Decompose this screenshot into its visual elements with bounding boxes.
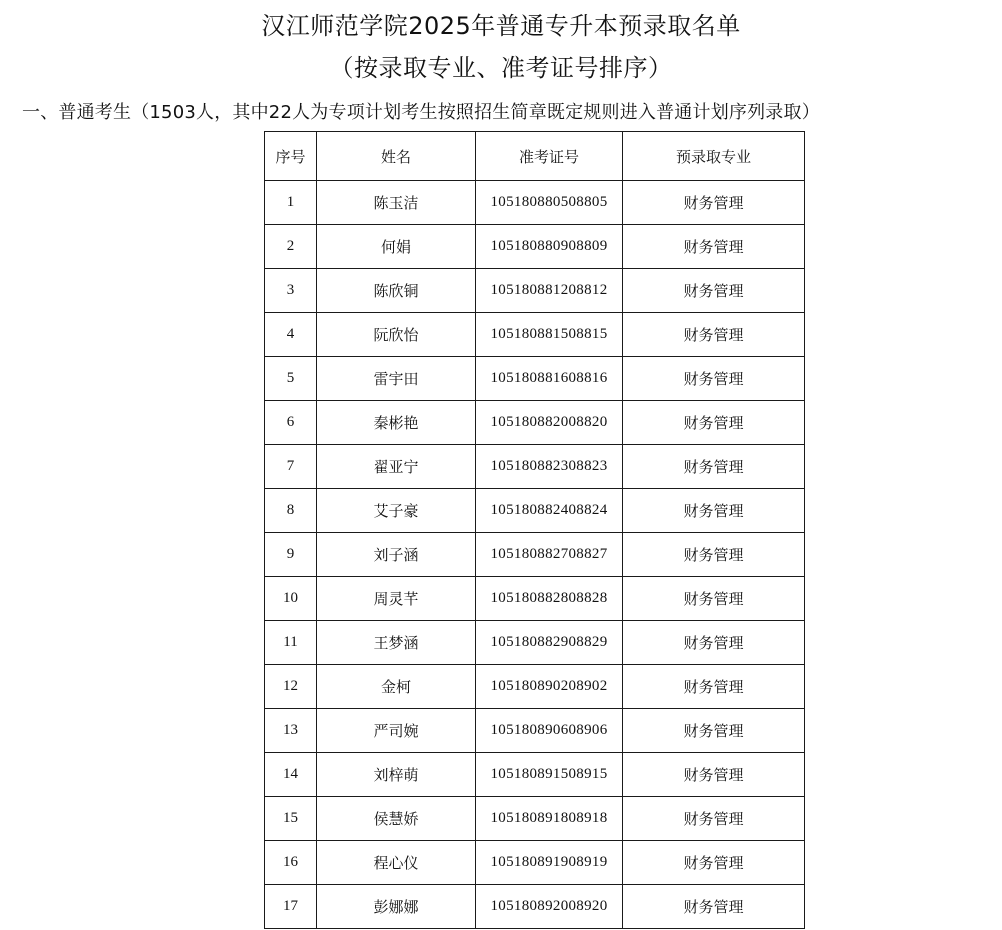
table-row [265,841,805,885]
cell-name: 刘梓萌 [317,753,476,797]
page-title: 汉江师范学院2025年普通专升本预录取名单 [261,12,741,40]
cell-name: 金柯 [317,665,476,709]
cell-name: 陈玉洁 [317,181,476,225]
cell-serial: 16 [265,841,317,885]
cell-serial: 9 [265,533,317,577]
cell-exam-id: 105180880508805 [476,181,623,225]
cell-serial: 3 [265,269,317,313]
cell-serial: 10 [265,577,317,621]
admission-table [264,131,805,929]
cell-major: 财务管理 [623,665,805,709]
cell-name: 何娟 [317,225,476,269]
cell-major: 财务管理 [623,753,805,797]
cell-major: 财务管理 [623,181,805,225]
cell-major: 财务管理 [623,797,805,841]
cell-exam-id: 105180881608816 [476,357,623,401]
cell-name: 雷宇田 [317,357,476,401]
table-row [265,709,805,753]
table-row [265,181,805,225]
cell-exam-id: 105180881208812 [476,269,623,313]
cell-exam-id: 105180882708827 [476,533,623,577]
table-row [265,797,805,841]
cell-major: 财务管理 [623,885,805,929]
cell-major: 财务管理 [623,313,805,357]
section-heading: 一、普通考生（1503人，其中22人为专项计划考生按照招生简章既定规则进入普通计划序列录取） [22,102,820,123]
table-row [265,225,805,269]
cell-name: 侯慧娇 [317,797,476,841]
cell-exam-id: 105180882808828 [476,577,623,621]
table-row [265,401,805,445]
cell-serial: 17 [265,885,317,929]
cell-major: 财务管理 [623,577,805,621]
cell-serial: 11 [265,621,317,665]
cell-exam-id: 105180882308823 [476,445,623,489]
cell-name: 翟亚宁 [317,445,476,489]
cell-exam-id: 105180882408824 [476,489,623,533]
cell-exam-id: 105180890208902 [476,665,623,709]
table-row [265,445,805,489]
cell-serial: 12 [265,665,317,709]
cell-major: 财务管理 [623,269,805,313]
cell-name: 陈欣铜 [317,269,476,313]
cell-exam-id: 105180882908829 [476,621,623,665]
cell-name: 彭娜娜 [317,885,476,929]
cell-major: 财务管理 [623,489,805,533]
cell-serial: 5 [265,357,317,401]
cell-exam-id: 105180880908809 [476,225,623,269]
header-serial: 序号 [265,132,317,181]
cell-major: 财务管理 [623,533,805,577]
cell-major: 财务管理 [623,841,805,885]
cell-serial: 14 [265,753,317,797]
cell-exam-id: 105180891908919 [476,841,623,885]
cell-serial: 1 [265,181,317,225]
cell-major: 财务管理 [623,357,805,401]
cell-serial: 15 [265,797,317,841]
cell-name: 艾子豪 [317,489,476,533]
table-header-row [265,132,805,181]
cell-serial: 4 [265,313,317,357]
cell-exam-id: 105180891808918 [476,797,623,841]
table-row [265,313,805,357]
cell-serial: 7 [265,445,317,489]
cell-major: 财务管理 [623,709,805,753]
table-row [265,577,805,621]
cell-major: 财务管理 [623,445,805,489]
table-body [265,181,805,929]
cell-exam-id: 105180892008920 [476,885,623,929]
cell-serial: 2 [265,225,317,269]
cell-major: 财务管理 [623,401,805,445]
cell-serial: 13 [265,709,317,753]
cell-name: 王梦涵 [317,621,476,665]
table-row [265,885,805,929]
cell-serial: 8 [265,489,317,533]
table-row [265,489,805,533]
table-row [265,269,805,313]
cell-name: 程心仪 [317,841,476,885]
cell-name: 周灵芊 [317,577,476,621]
cell-name: 刘子涵 [317,533,476,577]
cell-exam-id: 105180891508915 [476,753,623,797]
cell-serial: 6 [265,401,317,445]
cell-name: 严司婉 [317,709,476,753]
cell-name: 阮欣怡 [317,313,476,357]
table-row [265,621,805,665]
cell-major: 财务管理 [623,225,805,269]
cell-exam-id: 105180881508815 [476,313,623,357]
cell-name: 秦彬艳 [317,401,476,445]
page-subtitle: （按录取专业、准考证号排序） [329,54,673,82]
table-row [265,533,805,577]
header-exam-id: 准考证号 [476,132,623,181]
cell-exam-id: 105180882008820 [476,401,623,445]
cell-major: 财务管理 [623,621,805,665]
header-name: 姓名 [317,132,476,181]
cell-exam-id: 105180890608906 [476,709,623,753]
header-major: 预录取专业 [623,132,805,181]
table-row [265,357,805,401]
table-row [265,665,805,709]
table-row [265,753,805,797]
